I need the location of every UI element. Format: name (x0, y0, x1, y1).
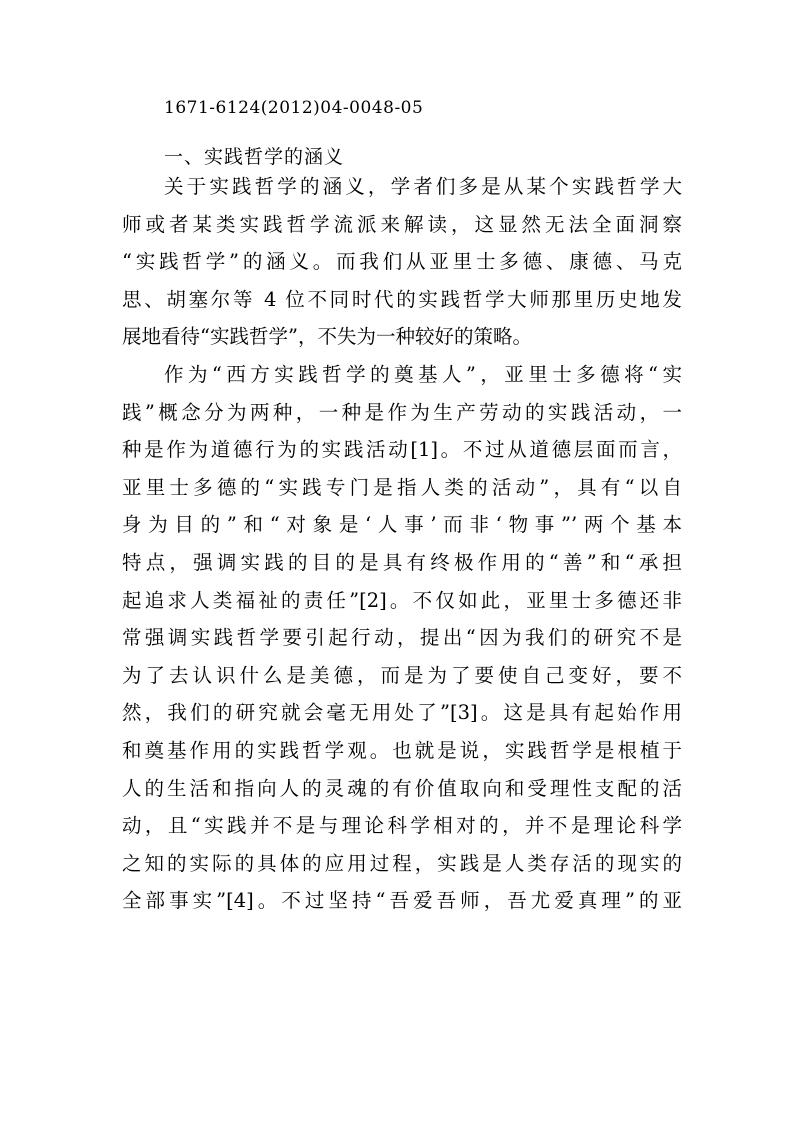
paragraph-line: 思、胡塞尔等 4 位不同时代的实践哲学大师那里历史地发 (122, 287, 682, 311)
paragraph-line: 之知的实际的具体的应用过程，实践是人类存活的现实的 (122, 851, 682, 875)
paragraph-2 (122, 356, 682, 920)
document-classification-number: 1671-6124(2012)04-0048-05 (164, 98, 424, 118)
paragraph-line: 起追求人类福祉的责任”[2]。不仅如此，亚里士多德还非 (122, 588, 682, 612)
paragraph-line: 展地看待“实践哲学”，不失为一种较好的策略。 (122, 325, 532, 349)
paragraph-line: 然，我们的研究就会毫无用处了”[3]。这是具有起始作用 (122, 701, 682, 725)
paragraph-line: 和奠基作用的实践哲学观。也就是说，实践哲学是根植于 (122, 738, 682, 762)
paragraph-line: 关于实践哲学的涵义，学者们多是从某个实践哲学大 (164, 175, 682, 198)
paragraph-line: 全部事实”[4]。不过坚持“吾爱吾师，吾尤爱真理”的亚 (122, 889, 682, 913)
paragraph-line: 身为目的”和“对象是‘人事’而非‘物事”’两个基本 (122, 513, 682, 537)
paragraph-line: 为了去认识什么是美德，而是为了要使自己变好，要不 (122, 663, 682, 687)
paragraph-line: 师或者某类实践哲学流派来解读，这显然无法全面洞察 (122, 212, 682, 236)
paragraph-line: 作为“西方实践哲学的奠基人”，亚里士多德将“实 (164, 363, 682, 386)
paragraph-line: 特点，强调实践的目的是具有终极作用的“善”和“承担 (122, 550, 682, 574)
section-heading: 一、实践哲学的涵义 (164, 146, 345, 168)
paragraph-line: 动，且“实践并不是与理论科学相对的，并不是理论科学 (122, 814, 682, 838)
paragraph-line: 常强调实践哲学要引起行动，提出“因为我们的研究不是 (122, 626, 682, 650)
paragraph-line: “实践哲学”的涵义。而我们从亚里士多德、康德、马克 (122, 250, 682, 274)
paragraph-line: 践”概念分为两种，一种是作为生产劳动的实践活动，一 (122, 400, 682, 424)
paragraph-1 (122, 168, 682, 356)
paragraph-line: 亚里士多德的“实践专门是指人类的活动”，具有“以自 (122, 475, 682, 499)
paragraph-line: 种是作为道德行为的实践活动[1]。不过从道德层面而言， (122, 438, 682, 462)
paragraph-line: 人的生活和指向人的灵魂的有价值取向和受理性支配的活 (122, 776, 682, 800)
